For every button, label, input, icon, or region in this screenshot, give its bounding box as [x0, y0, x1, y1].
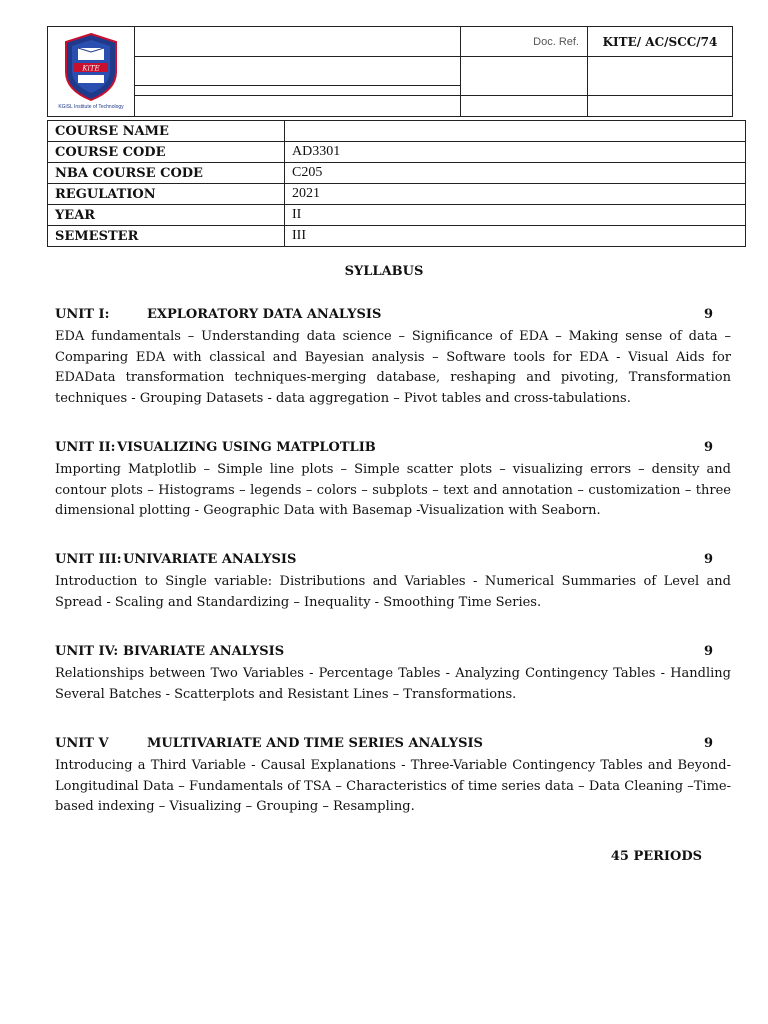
header-blank-cell: [135, 27, 461, 57]
unit-hours: 9: [703, 440, 713, 455]
header-blank-cell: [588, 57, 733, 95]
info-value: II: [285, 205, 746, 226]
unit-body: Importing Matplotlib – Simple line plots – Simple scatter plots – visualizing errors – density and contour plots – Histograms – legends – colors – subplots – text and annotation – customization – three dimensional plotting - Geographic Data with Basemap -Visualization with Seaborn.: [55, 462, 731, 518]
unit-title: EXPLORATORY DATA ANALYSIS: [147, 307, 382, 322]
info-key: REGULATION: [48, 184, 285, 205]
unit-hours: 9: [703, 307, 713, 322]
unit-label: UNIT III:: [55, 552, 122, 567]
info-value: 2021: [285, 184, 746, 205]
unit-body: EDA fundamentals – Understanding data science – Significance of EDA – Making sense of data – Comparing EDA with classical and Bayesian analysis – Software tools for EDA - Visual Aids for EDAData transformation techniques-merging database, reshaping and pivoting, Transformation techniques - Grouping Datasets - data aggregation – Pivot tables and cross-tabulations.: [55, 329, 731, 406]
unit-body: Introduction to Single variable: Distributions and Variables - Numerical Summaries of Level and Spread - Scaling and Standardizing – Inequality - Smoothing Time Series.: [55, 574, 731, 610]
course-info-table: [47, 120, 746, 247]
table-row: [48, 121, 746, 142]
info-value: C205: [285, 163, 746, 184]
unit-body: Introducing a Third Variable - Causal Explanations - Three-Variable Contingency Tables and Beyond- Longitudinal Data – Fundamentals of TSA – Characteristics of time series data – Data Cleaning –Time-based indexing – Visualizing – Grouping – Resampling.: [55, 758, 731, 814]
total-periods: 45 PERIODS: [610, 849, 702, 864]
doc-ref-value: KITE/ AC/SCC/74: [588, 27, 733, 57]
svg-text:KiTE: KiTE: [82, 64, 100, 72]
document-header-table: [47, 26, 733, 117]
svg-text:KGiSL Institute of Technology: KGiSL Institute of Technology: [58, 103, 124, 110]
unit-title: BIVARIATE ANALYSIS: [123, 644, 285, 659]
info-value: III: [285, 226, 746, 247]
syllabus-title: SYLLABUS: [344, 264, 424, 279]
info-key: COURSE NAME: [48, 121, 285, 142]
header-blank-cell: [588, 95, 733, 116]
table-row: [48, 184, 746, 205]
header-blank-cell: [135, 57, 461, 95]
unit-section: [55, 736, 731, 818]
unit-heading: [55, 552, 731, 572]
header-blank-cell: [461, 57, 588, 95]
unit-label: UNIT IV:: [55, 644, 119, 659]
unit-hours: 9: [703, 644, 713, 659]
unit-section: [55, 440, 731, 522]
unit-heading: [55, 644, 731, 664]
unit-label: UNIT II:: [55, 440, 116, 455]
info-key: COURSE CODE: [48, 142, 285, 163]
unit-title: VISUALIZING USING MATPLOTLIB: [117, 440, 376, 455]
doc-ref-label: Doc. Ref.: [461, 27, 588, 57]
info-key: YEAR: [48, 205, 285, 226]
table-row: [48, 205, 746, 226]
unit-section: [55, 644, 731, 705]
unit-heading: [55, 307, 731, 327]
unit-label: UNIT I:: [55, 307, 110, 322]
table-row: [48, 163, 746, 184]
info-key: SEMESTER: [48, 226, 285, 247]
unit-title: UNIVARIATE ANALYSIS: [123, 552, 297, 567]
info-value: AD3301: [285, 142, 746, 163]
unit-heading: [55, 440, 731, 460]
unit-body: Relationships between Two Variables - Percentage Tables - Analyzing Contingency Tables - Handling Several Batches - Scatterplots and Resistant Lines – Transformations.: [55, 666, 731, 702]
unit-heading: [55, 736, 731, 756]
institute-logo-cell: [48, 27, 135, 117]
unit-section: [55, 307, 731, 409]
unit-hours: 9: [703, 736, 713, 751]
table-row: [48, 226, 746, 247]
info-key: NBA COURSE CODE: [48, 163, 285, 184]
unit-hours: 9: [703, 552, 713, 567]
unit-title: MULTIVARIATE AND TIME SERIES ANALYSIS: [147, 736, 483, 751]
header-blank-cell: [461, 95, 588, 116]
info-value: [285, 121, 746, 142]
unit-section: [55, 552, 731, 613]
header-blank-cell: [135, 95, 461, 116]
table-row: [48, 142, 746, 163]
unit-label: UNIT V: [55, 736, 109, 751]
institute-logo: [56, 30, 126, 110]
